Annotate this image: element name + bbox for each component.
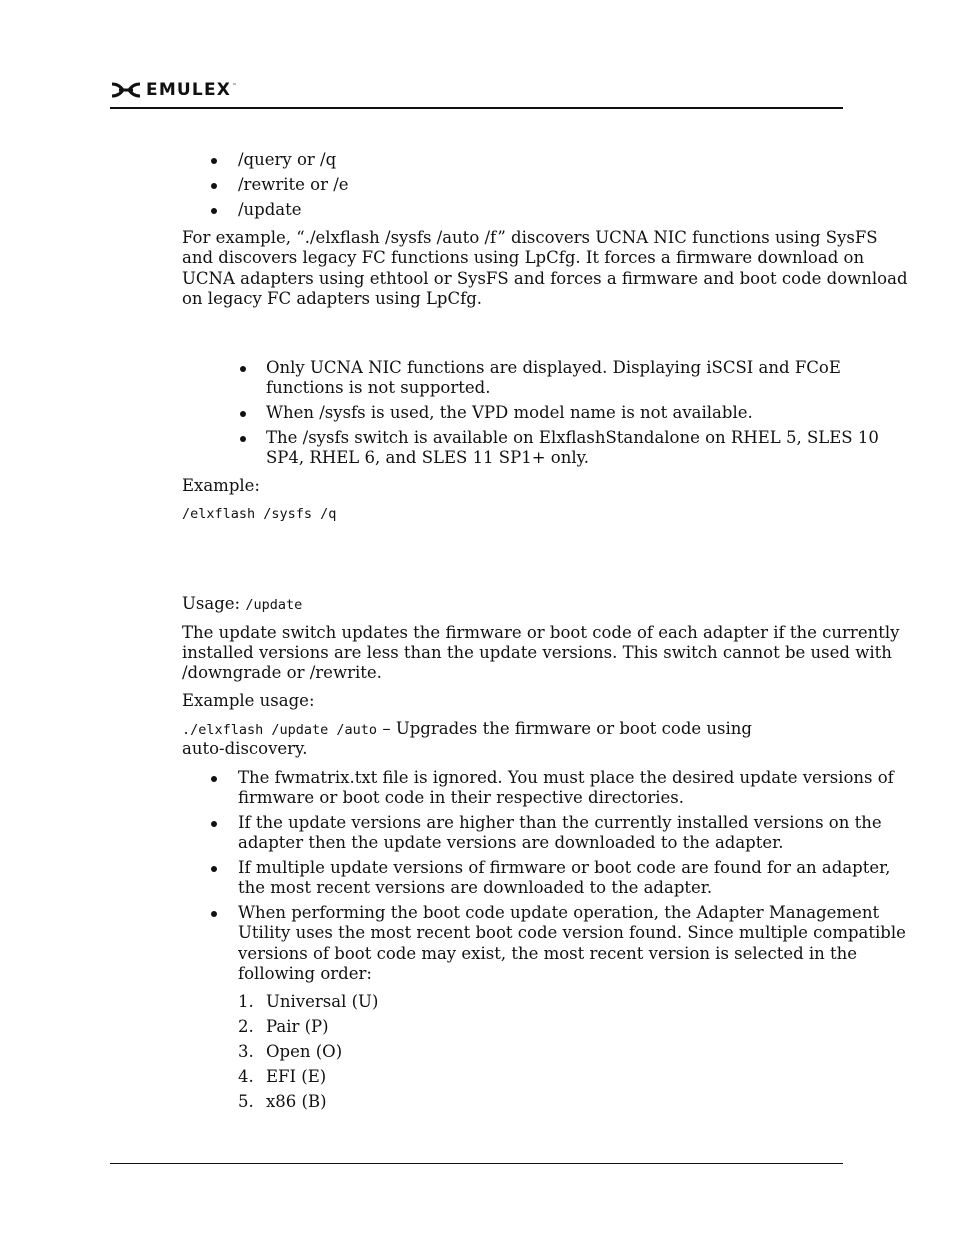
paragraph-line: and discovers legacy FC functions using LpCfg. It forces a firmware download on — [182, 248, 865, 267]
order-number: 1. — [238, 992, 254, 1011]
note-line: SP4, RHEL 6, and SLES 11 SP1+ only. — [266, 448, 589, 467]
order-number: 2. — [238, 1017, 254, 1036]
example-label: Example: — [182, 476, 260, 495]
list-item-line: If the update versions are higher than the currently installed versions on the — [238, 813, 882, 832]
list-item-line: When performing the boot code update operation, the Adapter Management — [238, 903, 880, 922]
logo-wordmark: EMULEX — [146, 80, 232, 100]
bullet-dot — [211, 158, 217, 164]
order-item: Universal (U) — [266, 992, 379, 1011]
example-usage-code: ./elxflash /update /auto — [182, 722, 378, 738]
note-line: Only UCNA NIC functions are displayed. Displaying iSCSI and FCoE — [266, 358, 841, 377]
bullet-dot — [211, 821, 217, 827]
usage-code: /update — [245, 597, 303, 613]
paragraph-line: The update switch updates the firmware or boot code of each adapter if the currently — [182, 623, 900, 642]
paragraph-line: installed versions are less than the update versions. This switch cannot be used with — [182, 643, 892, 662]
list-item-line: following order: — [238, 964, 372, 983]
list-item-line: versions of boot code may exist, the most recent version is selected in the — [238, 944, 858, 963]
list-item: /query or /q — [238, 150, 337, 169]
order-item: Open (O) — [266, 1042, 343, 1061]
bullet-dot — [211, 183, 217, 189]
paragraph-line: on legacy FC adapters using LpCfg. — [182, 289, 483, 308]
bullet-dot — [211, 911, 217, 917]
example-usage-text: – Upgrades the firmware or boot code using — [377, 719, 752, 738]
emulex-mark-icon — [111, 82, 141, 98]
logo-trademark: ™ — [232, 83, 238, 89]
bullet-dot — [240, 436, 246, 442]
list-item-line: Utility uses the most recent boot code version found. Since multiple compatible — [238, 923, 906, 942]
example-usage-line — [182, 719, 752, 741]
example-usage-text-cont: auto-discovery. — [182, 739, 308, 758]
paragraph-line: UCNA adapters using ethtool or SysFS and forces a firmware and boot code download — [182, 269, 908, 288]
note-line: The /sysfs switch is available on ElxflashStandalone on RHEL 5, SLES 10 — [266, 428, 879, 447]
list-item-line: The fwmatrix.txt file is ignored. You must place the desired update versions of — [238, 768, 894, 787]
paragraph-line: For example, “./elxflash /sysfs /auto /f” discovers UCNA NIC functions using SysFS — [182, 228, 878, 247]
bullet-dot — [240, 366, 246, 372]
paragraph-line: /downgrade or /rewrite. — [182, 663, 382, 682]
note-line: functions is not supported. — [266, 378, 491, 397]
list-item-line: firmware or boot code in their respective directories. — [238, 788, 684, 807]
example-code: /elxflash /sysfs /q — [182, 506, 337, 522]
list-item-line: If multiple update versions of firmware or boot code are found for an adapter, — [238, 858, 891, 877]
note-line: When /sysfs is used, the VPD model name is not available. — [266, 403, 753, 422]
header-rule — [110, 107, 843, 109]
emulex-logo — [111, 80, 237, 100]
order-number: 5. — [238, 1092, 254, 1111]
order-item: EFI (E) — [266, 1067, 327, 1086]
list-item-line: adapter then the update versions are downloaded to the adapter. — [238, 833, 784, 852]
order-number: 3. — [238, 1042, 254, 1061]
order-number: 4. — [238, 1067, 254, 1086]
usage-line — [182, 594, 302, 616]
footer-rule — [110, 1163, 843, 1164]
order-item: x86 (B) — [266, 1092, 327, 1111]
list-item: /update — [238, 200, 302, 219]
example-usage-label: Example usage: — [182, 691, 315, 710]
bullet-dot — [211, 776, 217, 782]
bullet-dot — [211, 208, 217, 214]
usage-label: Usage: — [182, 594, 246, 613]
list-item-line: the most recent versions are downloaded to the adapter. — [238, 878, 713, 897]
list-item: /rewrite or /e — [238, 175, 349, 194]
bullet-dot — [240, 411, 246, 417]
order-item: Pair (P) — [266, 1017, 329, 1036]
bullet-dot — [211, 866, 217, 872]
